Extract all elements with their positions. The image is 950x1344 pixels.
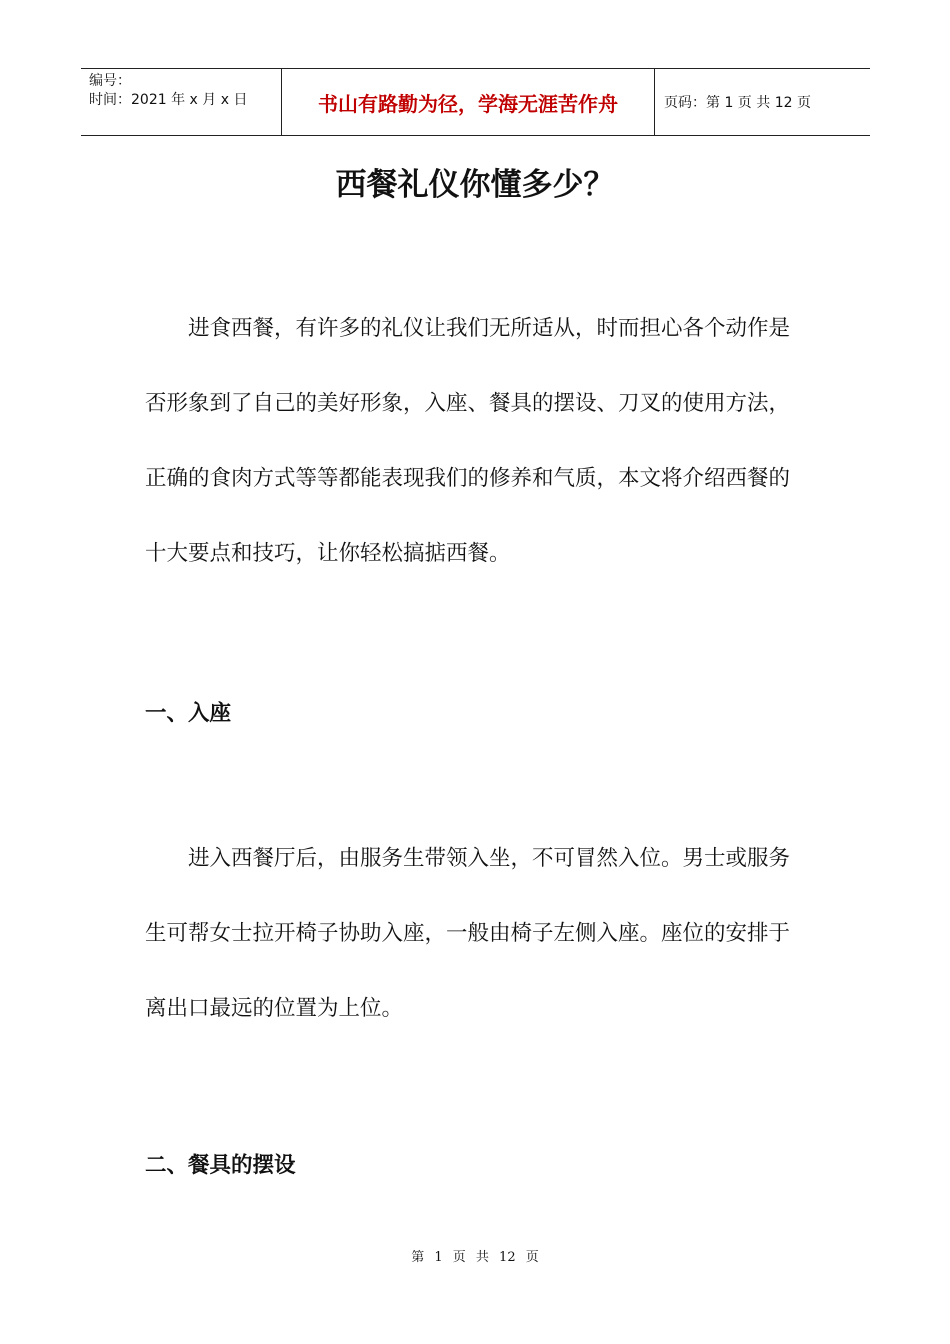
page-footer: 第 1 页 共 12 页 (411, 1250, 539, 1265)
document-header (81, 68, 870, 136)
section-heading-tableware: 二、餐具的摆设 (145, 1153, 296, 1178)
header-page-info: 页码：第 1 页 共 12 页 (664, 95, 811, 111)
intro-paragraph: 进食西餐，有许多的礼仪让我们无所适从，时而担心各个动作是否形象到了自己的美好形象，入座、餐具的摆设、刀叉的使用方法，正确的食肉方式等等都能表现我们的修养和气质，本文将介绍西餐的十大要点和技巧，让你轻松搞掂西餐。 (145, 316, 791, 566)
section-heading-seating: 一、入座 (145, 701, 232, 726)
header-meta-cell (81, 69, 281, 135)
header-motto: 书山有路勤为径，学海无涯苦作舟 (281, 69, 655, 135)
document-number-label: 编号： (89, 73, 131, 89)
document-date-label: 时间：2021 年 x 月 x 日 (89, 92, 248, 108)
section-body-seating: 进入西餐厅后，由服务生带领入坐，不可冒然入位。男士或服务生可帮女士拉开椅子协助入座，一般由椅子左侧入座。座位的安排于离出口最远的位置为上位。 (145, 846, 791, 1021)
document-title: 西餐礼仪你懂多少？ (335, 167, 615, 203)
